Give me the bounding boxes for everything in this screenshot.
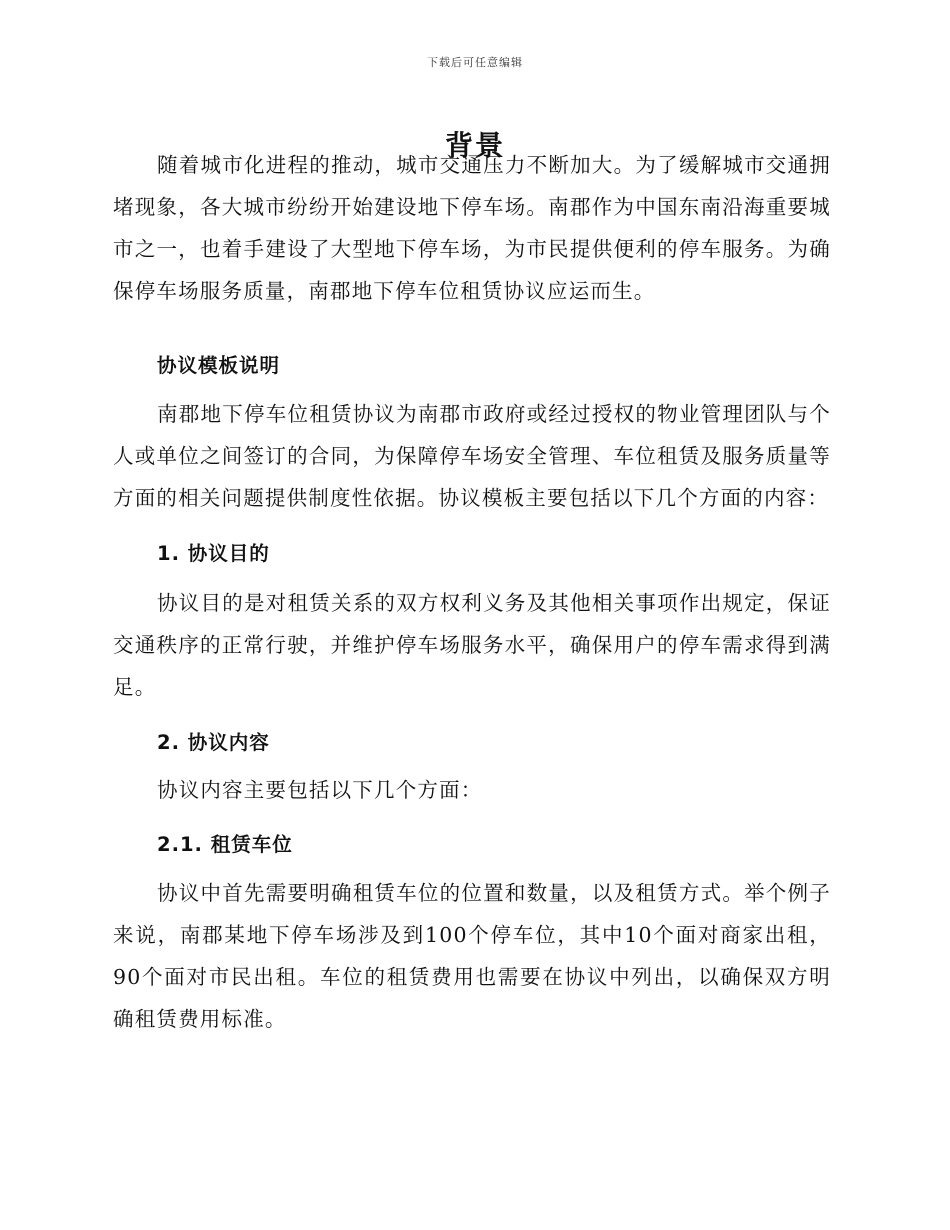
heading-purpose: 1. 协议目的 <box>157 542 270 565</box>
paragraph-lease-spaces: 协议中首先需要明确租赁车位的位置和数量，以及租赁方式。举个例子来说，南郡某地下停车场涉及到100个停车位，其中10个面对商家出租，90个面对市民出租。车位的租赁费用也需要在协议中列出，以确保双方明确租赁费用标准。 <box>113 881 831 1031</box>
header-note: 下载后可任意编辑 <box>427 56 523 69</box>
paragraph-purpose: 协议目的是对租赁关系的双方权利义务及其他相关事项作出规定，保证交通秩序的正常行驶，并维护停车场服务水平，确保用户的停车需求得到满足。 <box>113 591 831 699</box>
heading-lease-spaces: 2.1. 租赁车位 <box>157 833 293 856</box>
page-title: 背景 <box>444 129 505 162</box>
paragraph-template-desc: 南郡地下停车位租赁协议为南郡市政府或经过授权的物业管理团队与个人或单位之间签订的合同，为保障停车场安全管理、车位租赁及服务质量等方面的相关问题提供制度性依据。协议模板主要包括以下几个方面的内容： <box>113 402 831 510</box>
heading-content: 2. 协议内容 <box>157 731 270 754</box>
paragraph-intro: 随着城市化进程的推动，城市交通压力不断加大。为了缓解城市交通拥堵现象，各大城市纷纷开始建设地下停车场。南郡作为中国东南沿海重要城市之一，也着手建设了大型地下停车场，为市民提供便利的停车服务。为确保停车场服务质量，南郡地下停车位租赁协议应运而生。 <box>113 153 831 303</box>
paragraph-content-intro: 协议内容主要包括以下几个方面： <box>157 778 483 802</box>
heading-template-desc: 协议模板说明 <box>157 354 281 377</box>
